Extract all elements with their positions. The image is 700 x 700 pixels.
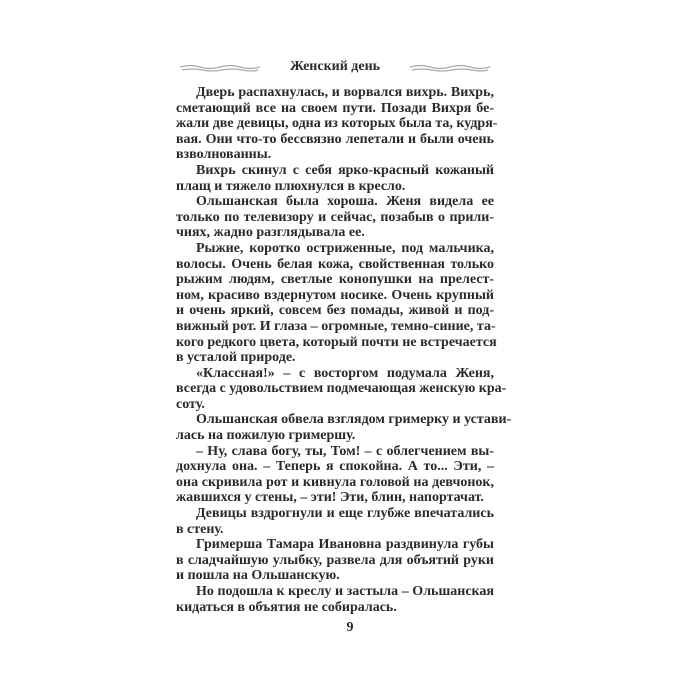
text-line: вижный рот. И глаза – огромные, темно-синие, та- — [176, 318, 496, 334]
paragraph — [176, 85, 498, 163]
text-line: – Ну, слава богу, ты, Том! – с облегчением вы- — [196, 443, 494, 459]
text-line: кидаться в объятия не собиралась. — [176, 599, 397, 615]
text-line: сметающий все на своем пути. Позади Вихря бе- — [176, 100, 494, 116]
paragraph — [176, 444, 494, 506]
text-line: чиях, жадно разглядывала ее. — [176, 225, 365, 241]
text-line: рыжим людям, светлые конопушки на прелест- — [176, 272, 494, 288]
running-title: Женский день — [289, 59, 381, 74]
paragraph — [176, 584, 494, 615]
text-line: и пошла на Ольшанскую. — [176, 568, 340, 584]
paragraph — [176, 537, 494, 584]
text-line: лась на пожилую гримершу. — [176, 428, 356, 444]
body-text — [176, 85, 512, 615]
text-line: волосы. Очень белая кожа, свойственная только — [176, 256, 494, 272]
text-line: только по телевизору и сейчас, позабыв о прили- — [176, 209, 494, 225]
text-line: соту. — [176, 396, 205, 412]
paragraph — [176, 365, 507, 413]
text-line: в сладчайшую улыбку, развела для объятий руки — [176, 552, 494, 568]
text-line: и очень яркий, совсем без помады, живой и под- — [176, 303, 494, 319]
text-line: в стену. — [176, 521, 224, 537]
text-line: ном, красиво вздернутом носике. Очень крупный — [176, 287, 494, 303]
text-line: взволнованны. — [176, 147, 272, 163]
paragraph — [176, 163, 494, 194]
text-line: жали две девицы, одна из которых была та, кудря- — [176, 116, 498, 132]
text-line: «Классная!» – с восторгом подумала Женя, — [196, 365, 494, 381]
text-line: она скривила рот и кивнула головой на девчонок, — [176, 474, 494, 490]
running-header — [176, 58, 494, 78]
text-line: вая. Они что-то бессвязно лепетали и были очень — [176, 131, 494, 147]
text-line: Рыжие, коротко остриженные, под мальчика, — [196, 240, 494, 256]
text-line: жавшихся у стены, – эти! Эти, блин, напортачат. — [176, 490, 484, 506]
text-line: Но подошла к креслу и застыла – Ольшанская — [196, 584, 494, 599]
ornament-right-icon — [410, 63, 490, 73]
text-line: кого редкого цвета, который почти не встречается — [176, 334, 497, 350]
paragraph — [176, 412, 512, 444]
page-number: 9 — [346, 620, 354, 635]
text-line: плащ и тяжело плюхнулся в кресло. — [176, 178, 406, 194]
text-line: Ольшанская была хороша. Женя видела ее — [196, 194, 494, 210]
paragraph — [176, 194, 494, 241]
text-line: всегда с удовольствием подмечающая женскую кра- — [176, 381, 507, 397]
paragraph — [176, 240, 497, 366]
text-line: в усталой природе. — [176, 350, 296, 366]
paragraph — [176, 506, 494, 537]
text-line: Ольшанская обвела взглядом гримерку и устави- — [196, 412, 512, 428]
text-line: Гримерша Тамара Ивановна раздвинула губы — [196, 537, 494, 553]
text-line: Девицы вздрогнули и еще глубже впечатались — [196, 506, 494, 522]
text-line: Дверь распахнулась, и ворвался вихрь. Вихрь, — [196, 85, 494, 100]
text-line: Вихрь скинул с себя ярко-красный кожаный — [196, 162, 494, 178]
text-line: дохнула она. – Теперь я спокойна. А то... Эти, – — [176, 459, 494, 475]
